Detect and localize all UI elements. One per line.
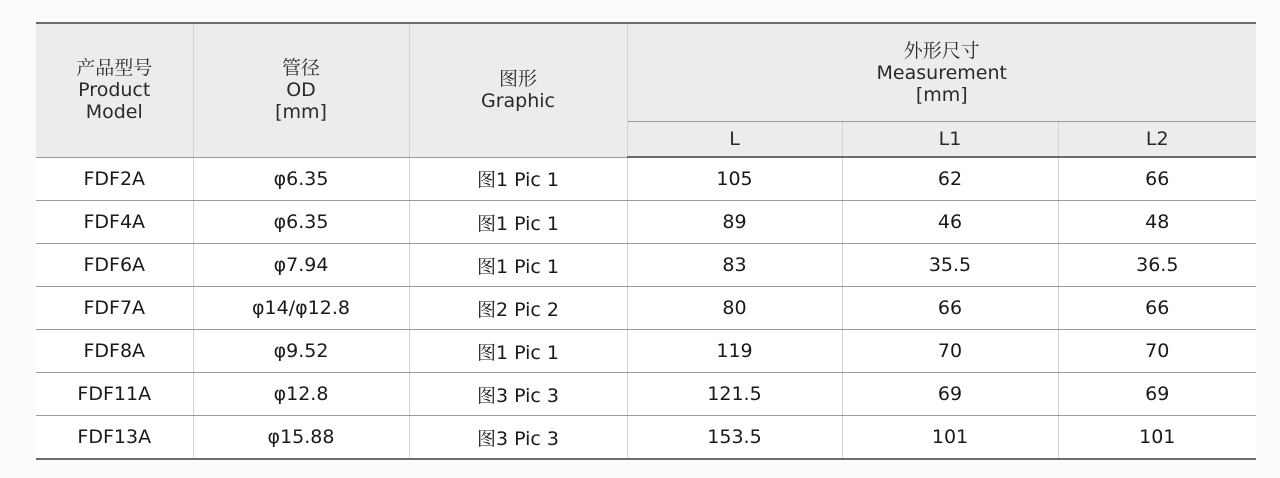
header-od (193, 23, 409, 157)
cell-model: FDF2A (36, 157, 193, 201)
cell-od: φ12.8 (193, 373, 409, 416)
header-measurement (627, 23, 1256, 122)
product-spec-table (36, 22, 1256, 460)
cell-graphic: 图2 Pic 2 (409, 287, 627, 330)
cell-l1: 101 (842, 416, 1058, 460)
header-l2: L2 (1058, 122, 1256, 158)
cell-graphic: 图3 Pic 3 (409, 373, 627, 416)
table-row (36, 416, 1256, 460)
cell-graphic: 图3 Pic 3 (409, 416, 627, 460)
cell-l1: 46 (842, 201, 1058, 244)
cell-l: 89 (627, 201, 842, 244)
cell-od: φ15.88 (193, 416, 409, 460)
cell-model: FDF13A (36, 416, 193, 460)
header-row (36, 23, 1256, 122)
cell-l1: 69 (842, 373, 1058, 416)
table-row (36, 201, 1256, 244)
cell-od: φ7.94 (193, 244, 409, 287)
cell-l1: 66 (842, 287, 1058, 330)
cell-model: FDF8A (36, 330, 193, 373)
header-od-en: OD (286, 79, 316, 102)
header-product-model-en-1: Product (78, 79, 151, 102)
cell-od: φ14/φ12.8 (193, 287, 409, 330)
cell-l2: 101 (1058, 416, 1256, 460)
cell-graphic: 图1 Pic 1 (409, 330, 627, 373)
cell-l: 121.5 (627, 373, 842, 416)
header-od-zh: 管径 (281, 57, 320, 80)
cell-l2: 66 (1058, 287, 1256, 330)
table-row (36, 244, 1256, 287)
cell-l1: 35.5 (842, 244, 1058, 287)
header-measurement-unit: [mm] (915, 83, 968, 106)
cell-model: FDF4A (36, 201, 193, 244)
cell-od: φ9.52 (193, 330, 409, 373)
table-header (36, 23, 1256, 157)
cell-model: FDF11A (36, 373, 193, 416)
cell-l: 153.5 (627, 416, 842, 460)
cell-l1: 62 (842, 157, 1058, 201)
cell-model: FDF7A (36, 287, 193, 330)
cell-l: 119 (627, 330, 842, 373)
header-l1: L1 (842, 122, 1058, 158)
header-od-unit: [mm] (275, 101, 327, 124)
cell-l2: 69 (1058, 373, 1256, 416)
header-graphic (409, 23, 627, 157)
table-row (36, 157, 1256, 201)
cell-od: φ6.35 (193, 201, 409, 244)
cell-graphic: 图1 Pic 1 (409, 244, 627, 287)
cell-l1: 70 (842, 330, 1058, 373)
table-row (36, 330, 1256, 373)
cell-l: 105 (627, 157, 842, 201)
table-body (36, 157, 1256, 459)
header-graphic-en: Graphic (480, 90, 555, 113)
cell-graphic: 图1 Pic 1 (409, 201, 627, 244)
cell-l2: 48 (1058, 201, 1256, 244)
header-product-model (36, 23, 193, 157)
cell-l2: 66 (1058, 157, 1256, 201)
header-product-model-en-2: Model (85, 101, 143, 124)
table-row (36, 373, 1256, 416)
header-graphic-zh: 图形 (498, 68, 537, 91)
cell-model: FDF6A (36, 244, 193, 287)
header-measurement-en: Measurement (876, 61, 1007, 84)
cell-l2: 36.5 (1058, 244, 1256, 287)
cell-l: 80 (627, 287, 842, 330)
header-l: L (627, 122, 842, 158)
cell-l: 83 (627, 244, 842, 287)
header-product-model-zh: 产品型号 (76, 57, 153, 80)
table-row (36, 287, 1256, 330)
header-measurement-zh: 外形尺寸 (903, 39, 980, 62)
cell-od: φ6.35 (193, 157, 409, 201)
cell-l2: 70 (1058, 330, 1256, 373)
cell-graphic: 图1 Pic 1 (409, 157, 627, 201)
